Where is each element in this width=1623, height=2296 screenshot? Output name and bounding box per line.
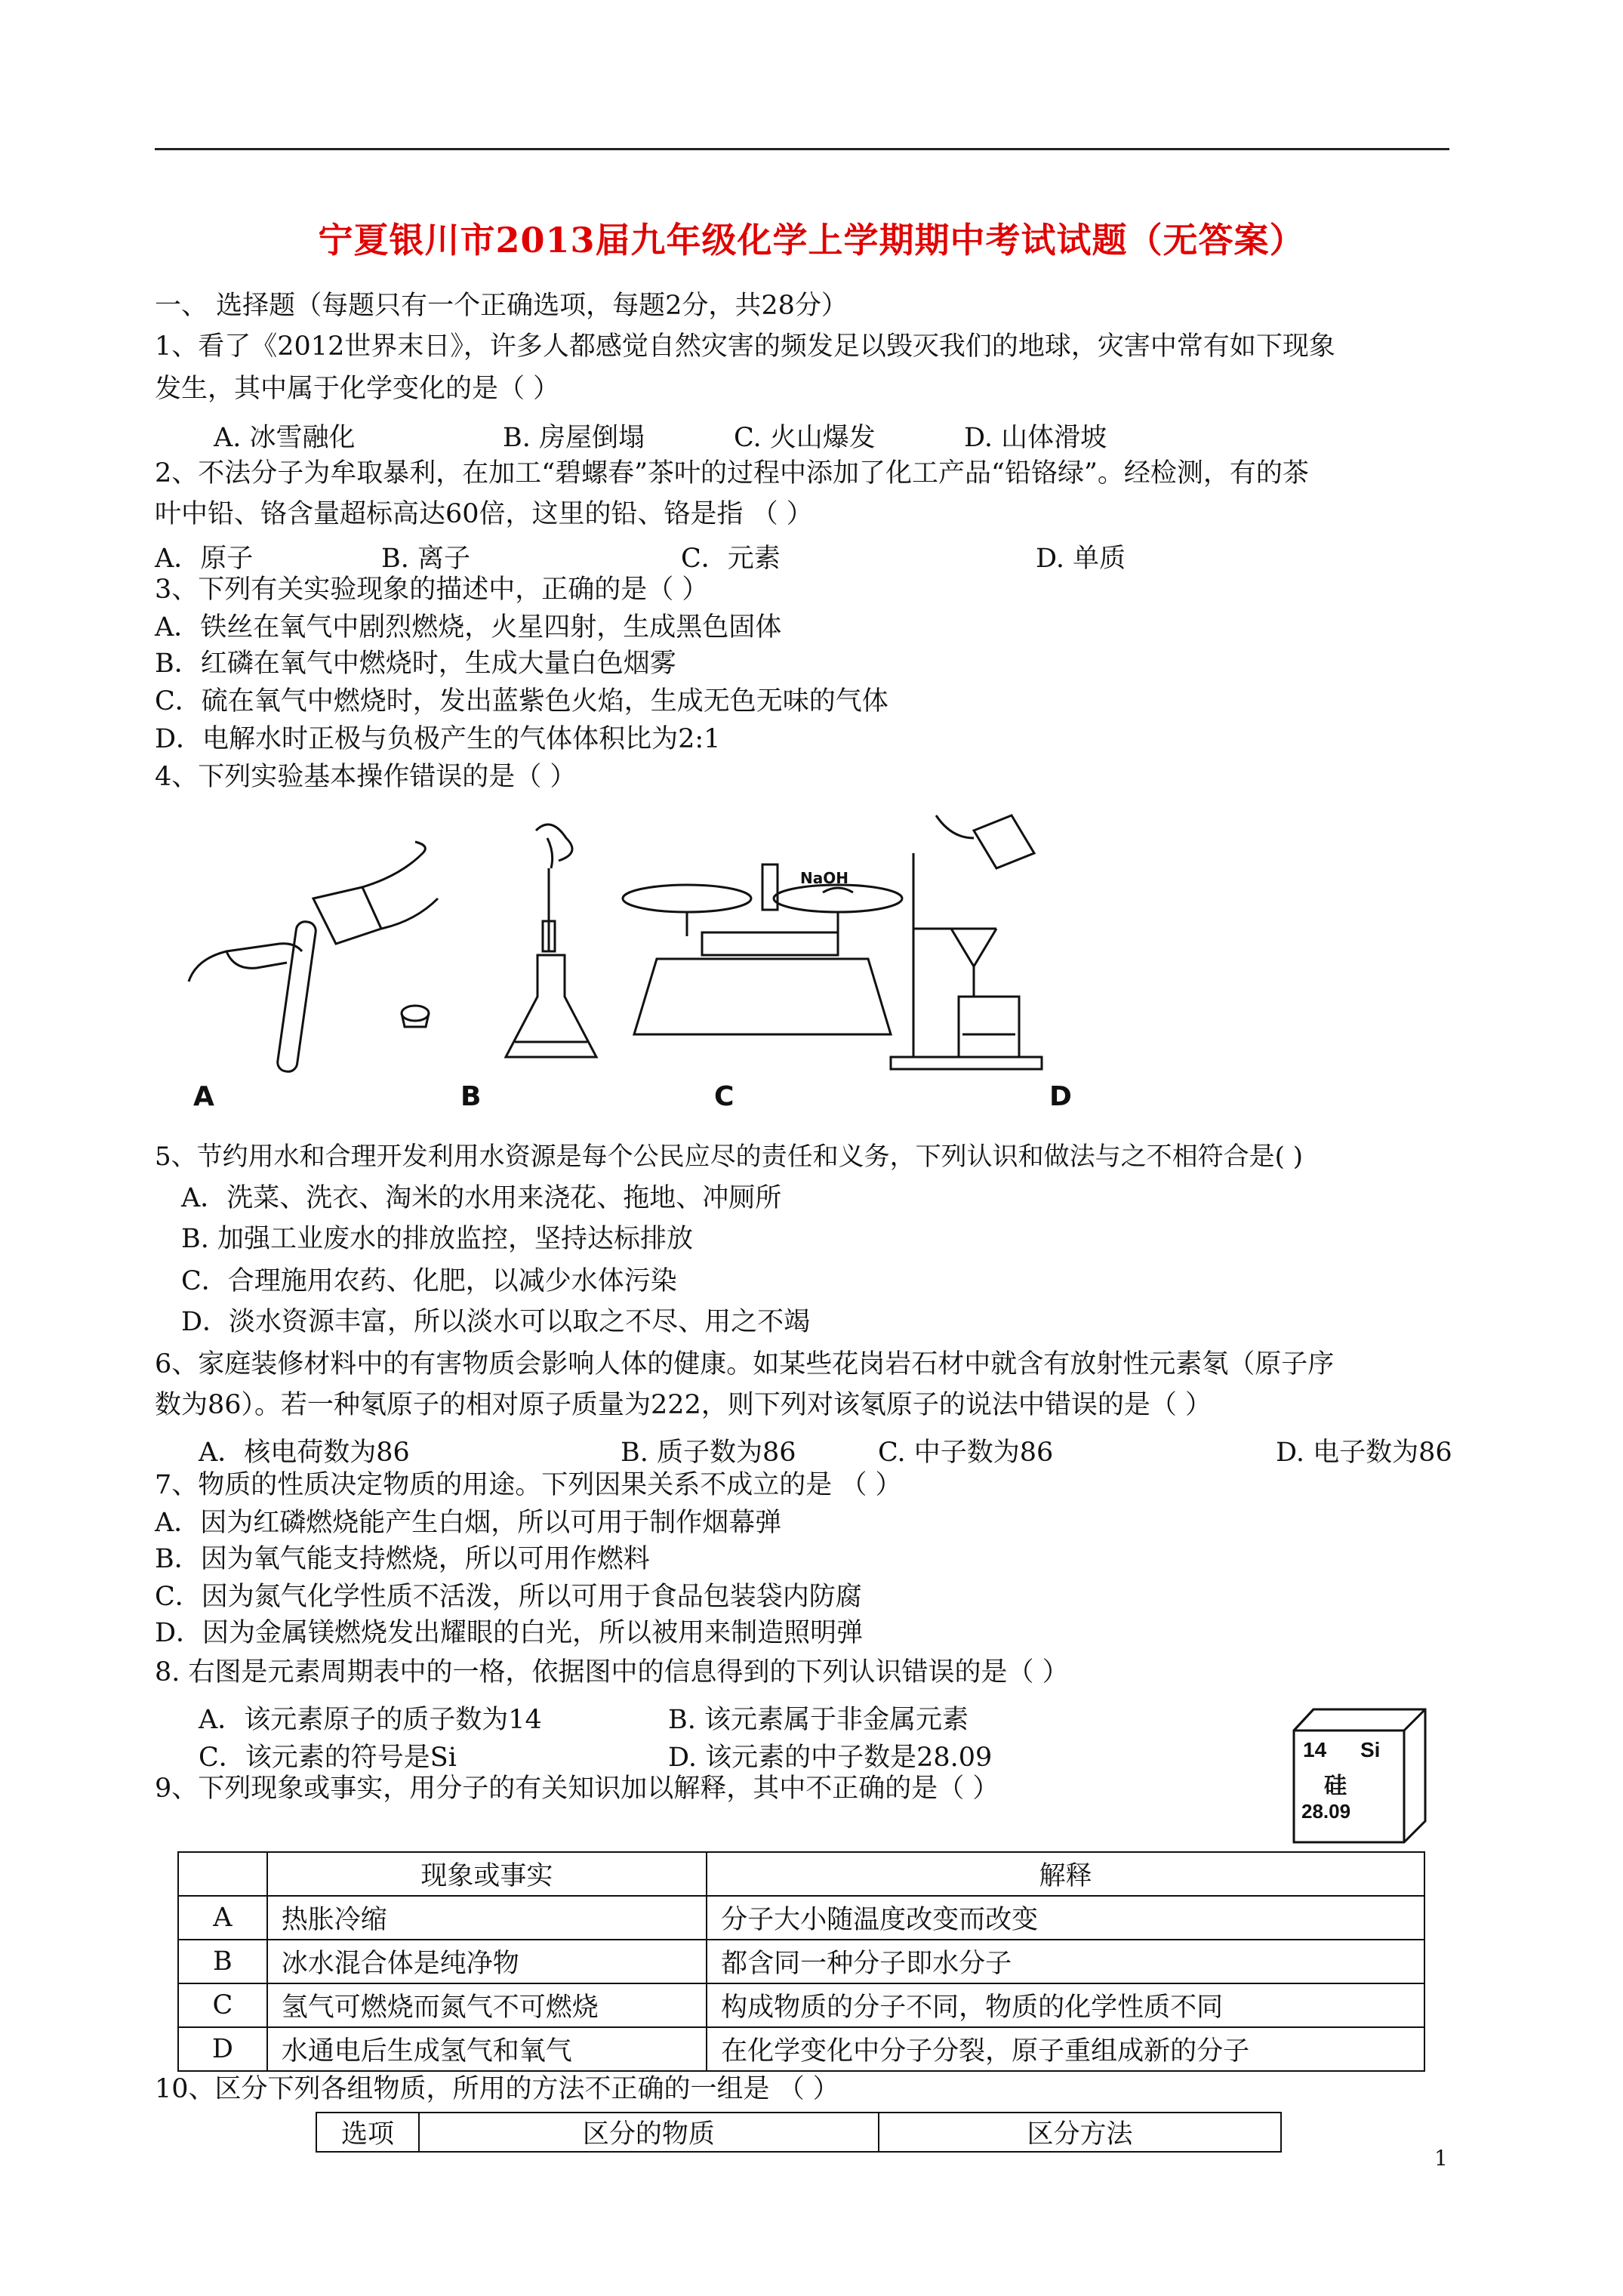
page-number: 1 — [1434, 2146, 1448, 2171]
q6-option-d: D. 电子数为86 — [1276, 1438, 1452, 1468]
q1-option-b: B. 房屋倒塌 — [503, 423, 645, 453]
table-cell: 都含同一种分子即水分子 — [707, 1940, 1424, 1983]
q2-option-d: D. 单质 — [1036, 544, 1126, 574]
q3-option-b: B．红磷在氧气中燃烧时，生成大量白色烟雾 — [155, 649, 676, 679]
element-name: 硅 — [1324, 1773, 1347, 1799]
section-heading: 一、 选择题（每题只有一个正确选项，每题2分，共28分） — [155, 291, 848, 321]
figure-d-filtration-icon — [891, 815, 1042, 1069]
q1-option-c: C. 火山爆发 — [734, 423, 876, 453]
q1-line1: 1、看了《2012世界末日》，许多人都感觉自然灾害的频发足以毁灭我们的地球，灾害中常有如下现象 — [155, 331, 1335, 362]
table-header-cell: 现象或事实 — [267, 1852, 707, 1896]
q6-option-c: C. 中子数为86 — [878, 1438, 1054, 1468]
q5-option-a: A．洗菜、洗衣、淘米的水用来浇花、拖地、冲厕所 — [181, 1183, 782, 1213]
table-header-cell: 区分的物质 — [419, 2113, 879, 2152]
q7-option-c: C．因为氮气化学性质不活泼，所以可用于食品包装袋内防腐 — [155, 1582, 862, 1612]
q8-option-a: A．该元素原子的质子数为14 — [199, 1705, 542, 1735]
q7-option-b: B．因为氧气能支持燃烧，所以可用作燃料 — [155, 1544, 650, 1574]
table-cell: C — [178, 1983, 267, 2027]
periodic-table-cell — [1292, 1708, 1427, 1844]
q2-option-c: C．元素 — [681, 544, 781, 574]
lab-operations-figure — [174, 808, 1079, 1080]
q2-option-b: B. 离子 — [381, 544, 470, 574]
q9-table — [177, 1851, 1425, 2072]
q10-table — [316, 2112, 1282, 2153]
q7-line1: 7、物质的性质决定物质的用途。下列因果关系不成立的是 （ ） — [155, 1470, 902, 1500]
q2-line1: 2、不法分子为牟取暴利，在加工“碧螺春”茶叶的过程中添加了化工产品“铅铬绿”。经检测，有的茶 — [155, 458, 1309, 488]
element-mass: 28.09 — [1301, 1800, 1351, 1823]
q1-line2: 发生，其中属于化学变化的是（ ） — [155, 374, 560, 404]
table-header-row — [316, 2113, 1281, 2152]
table-header-row — [178, 1852, 1424, 1896]
q5-option-c: C．合理施用农药、化肥，以减少水体污染 — [181, 1266, 677, 1296]
table-cell: 构成物质的分子不同，物质的化学性质不同 — [707, 1983, 1424, 2027]
table-header-cell: 解释 — [707, 1852, 1424, 1896]
figure-a-pouring-icon — [189, 842, 438, 1073]
q3-option-d: D．电解水时正极与负极产生的气体体积比为2:1 — [155, 724, 721, 754]
element-symbol: Si — [1360, 1738, 1381, 1761]
figure-c-balance-icon — [623, 864, 902, 1034]
table-cell: D — [178, 2027, 267, 2071]
table-cell: 氢气可燃烧而氮气不可燃烧 — [267, 1983, 707, 2027]
q8-option-c: C．该元素的符号是Si — [199, 1743, 457, 1773]
q8-line1: 8. 右图是元素周期表中的一格，依据图中的信息得到的下列认识错误的是（ ） — [155, 1657, 1069, 1687]
element-number: 14 — [1303, 1738, 1327, 1761]
header-rule — [155, 148, 1449, 150]
q9-line1: 9、下列现象或事实，用分子的有关知识加以解释，其中不正确的是（ ） — [155, 1774, 999, 1804]
q5-option-b: B. 加强工业废水的排放监控，坚持达标排放 — [181, 1224, 693, 1254]
q7-option-d: D．因为金属镁燃烧发出耀眼的白光，所以被用来制造照明弹 — [155, 1618, 864, 1648]
table-row — [178, 1896, 1424, 1940]
q8-option-b: B. 该元素属于非金属元素 — [668, 1705, 969, 1735]
table-cell: 水通电后生成氢气和氧气 — [267, 2027, 707, 2071]
q3-line1: 3、下列有关实验现象的描述中，正确的是（ ） — [155, 575, 709, 605]
figure-label-b: B — [460, 1081, 482, 1112]
table-cell: 在化学变化中分子分裂，原子重组成新的分子 — [707, 2027, 1424, 2071]
figure-b-flask-icon — [506, 824, 596, 1057]
figure-label-a: A — [193, 1081, 214, 1112]
figure-label-d: D — [1049, 1081, 1072, 1112]
q2-option-a: A．原子 — [155, 544, 254, 574]
q6-option-b: B. 质子数为86 — [621, 1438, 796, 1468]
table-cell: 热胀冷缩 — [267, 1896, 707, 1940]
table-cell: 分子大小随温度改变而改变 — [707, 1896, 1424, 1940]
table-header-cell — [178, 1852, 267, 1896]
q5-line1: 5、节约用水和合理开发利用水资源是每个公民应尽的责任和义务，下列认识和做法与之不相符合是( ) — [155, 1142, 1303, 1172]
q6-line1: 6、家庭装修材料中的有害物质会影响人体的健康。如某些花岗岩石材中就含有放射性元素氡（原子序 — [155, 1349, 1335, 1379]
q7-option-a: A．因为红磷燃烧能产生白烟，所以可用于制作烟幕弹 — [155, 1508, 782, 1538]
q3-option-a: A．铁丝在氧气中剧烈燃烧，火星四射，生成黑色固体 — [155, 612, 782, 643]
q2-line2: 叶中铅、铬含量超标高达60倍，这里的铅、铬是指 （ ） — [155, 499, 813, 529]
q10-line1: 10、区分下列各组物质，所用的方法不正确的一组是 （ ） — [155, 2074, 839, 2104]
exam-title: 宁夏银川市2013届九年级化学上学期期中考试试题（无答案） — [318, 220, 1305, 260]
table-header-cell: 区分方法 — [879, 2113, 1281, 2152]
naoh-label: NaOH — [800, 869, 848, 887]
q8-option-d: D. 该元素的中子数是28.09 — [668, 1743, 993, 1773]
figure-label-c: C — [714, 1081, 735, 1112]
table-row — [178, 2027, 1424, 2071]
table-cell: B — [178, 1940, 267, 1983]
table-row — [178, 1940, 1424, 1983]
table-header-cell: 选项 — [316, 2113, 419, 2152]
table-cell: A — [178, 1896, 267, 1940]
q6-line2: 数为86）。若一种氡原子的相对原子质量为222，则下列对该氡原子的说法中错误的是（ ） — [155, 1390, 1212, 1420]
q3-option-c: C．硫在氧气中燃烧时，发出蓝紫色火焰，生成无色无味的气体 — [155, 686, 888, 717]
q5-option-d: D．淡水资源丰富，所以淡水可以取之不尽、用之不竭 — [181, 1307, 811, 1337]
q1-option-d: D. 山体滑坡 — [964, 423, 1107, 453]
table-row — [178, 1983, 1424, 2027]
table-cell: 冰水混合体是纯净物 — [267, 1940, 707, 1983]
q4-line1: 4、下列实验基本操作错误的是（ ） — [155, 762, 577, 792]
q6-option-a: A．核电荷数为86 — [199, 1438, 410, 1468]
q1-option-a: A. 冰雪融化 — [214, 423, 356, 453]
